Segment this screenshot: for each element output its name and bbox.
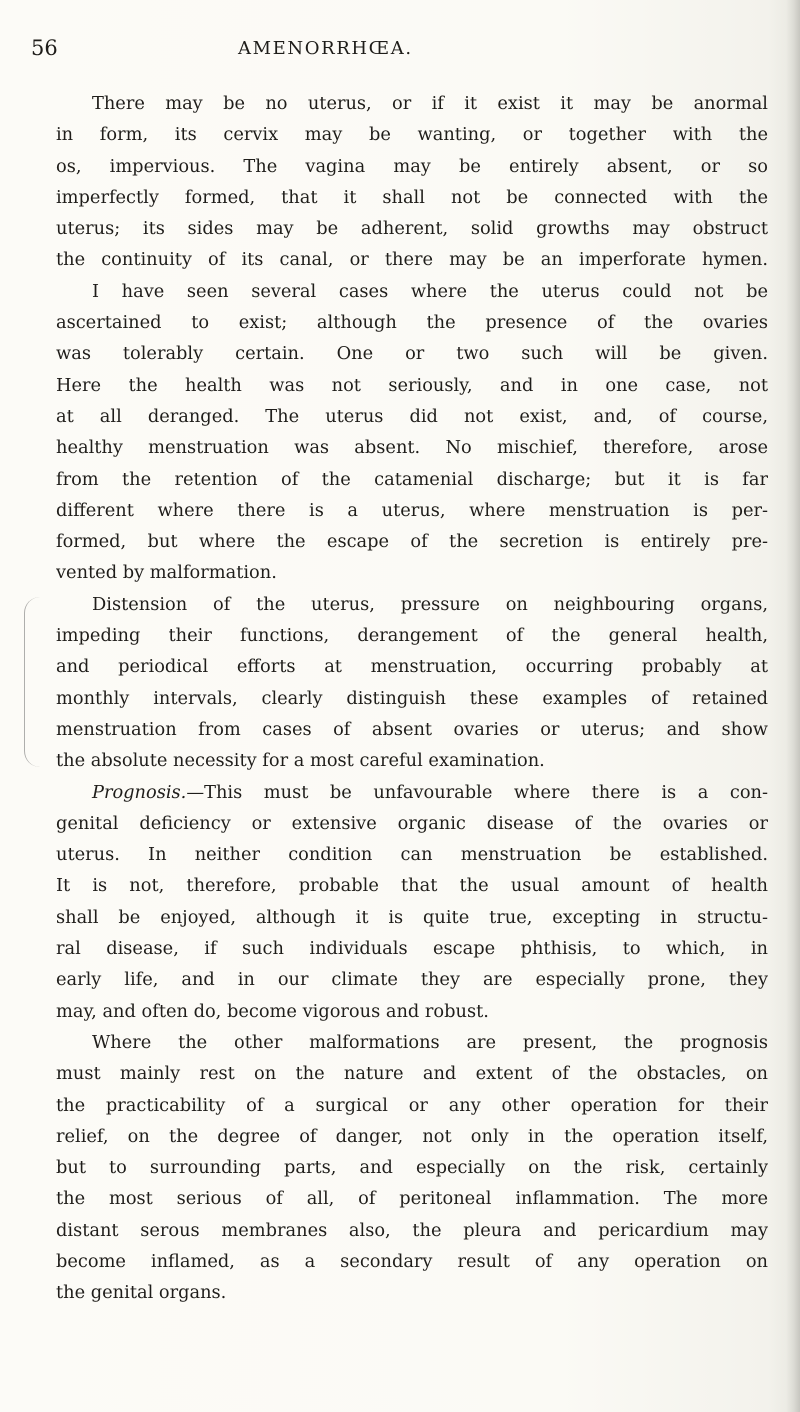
text-line: ascertained to exist; although the presence of the ovaries	[56, 312, 768, 334]
text-line: imperfectly formed, that it shall not be connected with the	[56, 186, 768, 208]
text-line: different where there is a uterus, where menstruation is per-	[56, 499, 768, 521]
text-line: the genital organs.	[56, 1282, 227, 1304]
text-line: in form, its cervix may be wanting, or together with the	[56, 124, 768, 146]
text-line: may, and often do, become vigorous and robust.	[56, 1000, 489, 1022]
page-header	[0, 30, 800, 70]
text-line: relief, on the degree of danger, not only in the operation itself,	[56, 1125, 768, 1147]
text-line: monthly intervals, clearly distinguish these examples of retained	[56, 687, 768, 709]
text-line: genital deficiency or extensive organic disease of the ovaries or	[56, 812, 768, 834]
text-line: uterus. In neither condition can menstruation be established.	[56, 844, 768, 866]
text-line: was tolerably certain. One or two such will be given.	[56, 343, 768, 365]
section-heading-prognosis: Prognosis.	[92, 781, 187, 803]
text-line: healthy menstruation was absent. No mischief, therefore, arose	[56, 437, 768, 459]
text-line: the continuity of its canal, or there may be an imperforate hymen.	[56, 249, 768, 271]
text-line: formed, but where the escape of the secretion is entirely pre-	[56, 531, 768, 553]
text-line: must mainly rest on the nature and extent of the obstacles, on	[56, 1063, 768, 1085]
text-line: early life, and in our climate they are especially prone, they	[56, 969, 768, 991]
paragraph	[56, 276, 768, 589]
text-line: become inflamed, as a secondary result of any operation on	[56, 1250, 768, 1272]
text-line: ral disease, if such individuals escape phthisis, to which, in	[56, 938, 768, 960]
running-title: AMENORRHŒA.	[238, 38, 413, 59]
text-line: I have seen several cases where the uterus could not be	[92, 280, 768, 302]
page-number: 56	[31, 36, 58, 60]
text-line: and periodical efforts at menstruation, occurring probably at	[56, 656, 768, 678]
text-line: Here the health was not seriously, and in one case, not	[56, 374, 768, 396]
text-line: but to surrounding parts, and especially on the risk, certainly	[56, 1157, 768, 1179]
text-line: menstruation from cases of absent ovaries or uterus; and show	[56, 718, 768, 740]
text-line: uterus; its sides may be adherent, solid growths may obstruct	[56, 218, 768, 240]
text-line: vented by malformation.	[56, 562, 277, 584]
paragraph	[56, 88, 768, 276]
text-line: the absolute necessity for a most careful examination.	[56, 750, 545, 772]
paragraph-prognosis	[56, 777, 768, 1027]
text-line: from the retention of the catamenial discharge; but it is far	[56, 468, 768, 490]
paragraph	[56, 589, 768, 777]
margin-pencil-mark	[24, 597, 47, 767]
page-edge-shadow	[786, 0, 800, 1412]
text-line: Distension of the uterus, pressure on neighbouring organs,	[92, 593, 768, 615]
text-line: It is not, therefore, probable that the usual amount of health	[56, 875, 768, 897]
text-line-rest: —This must be unfavourable where there is a con-	[186, 781, 768, 803]
text-line: at all deranged. The uterus did not exist, and, of course,	[56, 405, 768, 427]
text-line: the practicability of a surgical or any other operation for their	[56, 1094, 768, 1116]
text-line: the most serious of all, of peritoneal inflammation. The more	[56, 1188, 768, 1210]
text-line: impeding their functions, derangement of the general health,	[56, 625, 768, 647]
text-line: There may be no uterus, or if it exist it may be anormal	[92, 93, 768, 114]
paragraph	[56, 1027, 768, 1309]
text-line	[56, 777, 768, 808]
text-line: os, impervious. The vagina may be entirely absent, or so	[56, 155, 768, 177]
text-line: distant serous membranes also, the pleura and pericardium may	[56, 1219, 768, 1241]
text-line: Where the other malformations are present, the prognosis	[92, 1031, 768, 1053]
text-line: shall be enjoyed, although it is quite true, excepting in structu-	[56, 906, 768, 928]
body-text	[56, 88, 768, 1309]
